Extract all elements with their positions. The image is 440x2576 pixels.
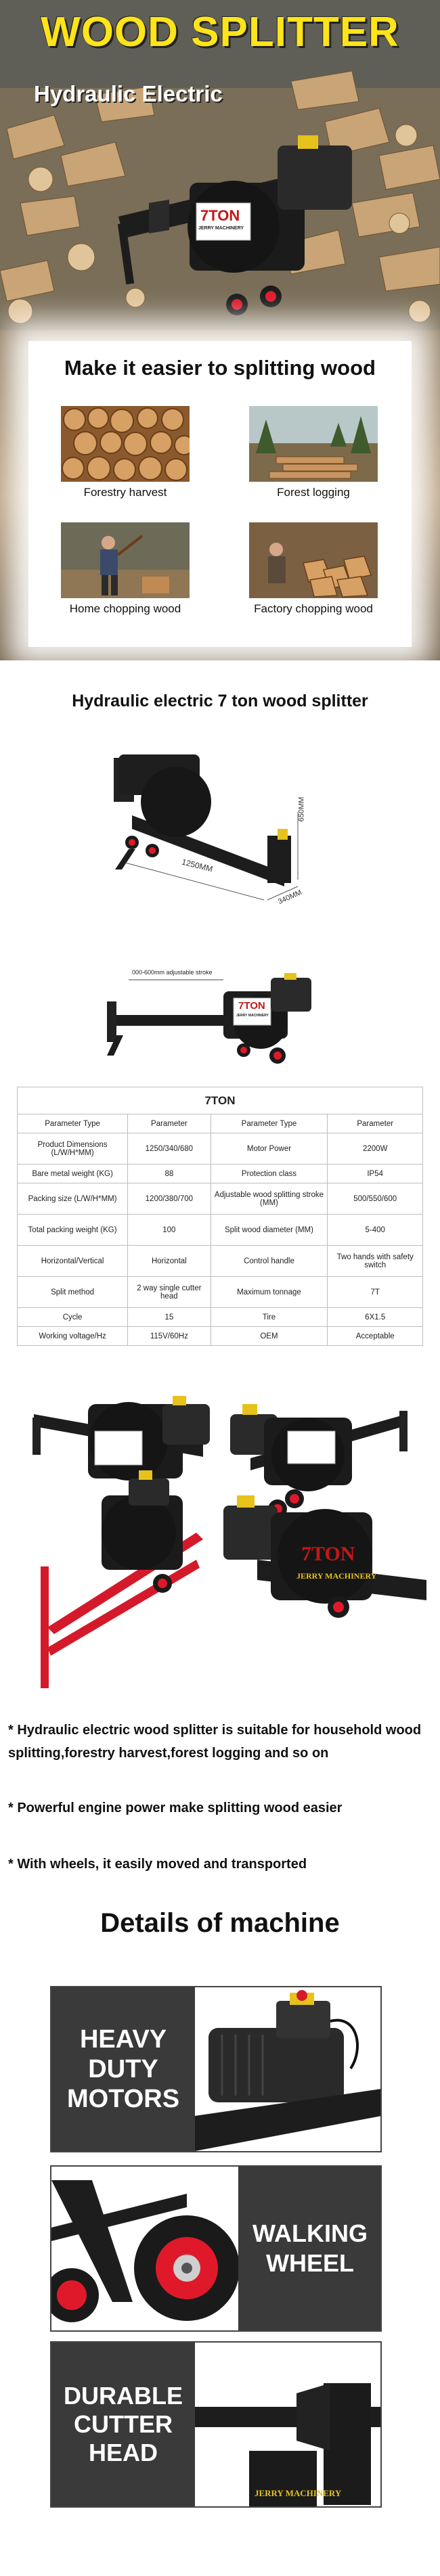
detail-cutter-head [50,2341,382,2508]
gallery-photo-legs [41,1470,203,1688]
spec-cell: Two hands with safety switch [328,1246,423,1277]
forest-photo [249,406,378,482]
gallery-photo-side [230,1404,408,1518]
uses-section [0,330,440,660]
spec-cell: Motor Power [211,1133,328,1165]
spec-header: Parameter Type [211,1114,328,1133]
feature-bullet-wheels: * With wheels, it easily moved and transported [8,1857,307,1872]
spec-cell: 6X1.5 [328,1308,423,1327]
spec-cell: Protection class [211,1165,328,1183]
gallery-brand: JERRY MACHINERY [296,1571,377,1581]
feature-bullet-usage: * Hydraulic electric wood splitter is suitable for household wood splitting,forestry harvest,forest logging and so on [8,1723,422,1761]
table-row [18,1308,423,1327]
firewood-stack-photo [249,522,378,598]
use-caption-logging: Forest logging [277,486,350,499]
wheel-closeup-image [51,2167,238,2330]
spec-table-title: 7TON [18,1087,423,1114]
motor-closeup-image [195,1987,382,2151]
spec-cell: Adjustable wood splitting stroke (MM) [211,1183,328,1215]
detail-motors [50,1986,382,2152]
spec-cell: Split wood diameter (MM) [211,1215,328,1246]
hero-title: WOOD SPLITTER [41,9,399,55]
spec-cell: 2 way single cutter head [128,1277,211,1308]
table-row [18,1165,423,1183]
dim-length-label: 1250MM [180,857,214,874]
dim-width-label: 340MM [277,888,303,906]
feature-bullet-power: * Powerful engine power make splitting wood easier [8,1801,343,1815]
detail-wheel [50,2165,382,2332]
table-row [18,1215,423,1246]
stroke-diagram [0,961,440,1069]
spec-cell: 2200W [328,1133,423,1165]
detail-label-line: DURABLE [64,2382,183,2410]
uses-panel [28,341,412,647]
hero-banner [0,0,440,330]
spec-table [17,1087,423,1346]
gallery-badge: 7TON [301,1543,355,1565]
detail-label-line: HEAVY [79,2025,167,2054]
table-row [18,1277,423,1308]
table-row [18,1246,423,1277]
spec-cell: 500/550/600 [328,1183,423,1215]
detail-label-line: DUTY [88,2055,158,2083]
stroke-label: 000-600mm adjustable stroke [132,969,213,976]
dimension-diagram [0,734,440,910]
spec-cell: Tire [211,1308,328,1327]
spec-cell: Acceptable [328,1327,423,1346]
spec-header: Parameter [128,1114,211,1133]
detail-label-line: MOTORS [66,2085,180,2113]
spec-cell: 1200/380/700 [128,1183,211,1215]
detail-label-line: HEAD [88,2439,158,2466]
stroke-badge: 7TON [238,1000,265,1012]
cutter-head-brand: JERRY MACHINERY [255,2488,342,2498]
table-row [18,1133,423,1165]
details-title: Details of machine [100,1908,340,1938]
spec-cell: 88 [128,1165,211,1183]
spec-cell: Cycle [18,1308,128,1327]
spec-header: Parameter Type [18,1114,128,1133]
spec-title-row [18,1087,423,1114]
spec-cell: Packing size (L/W/H*MM) [18,1183,128,1215]
cutter-head-closeup-image [195,2343,382,2506]
use-caption-factory: Factory chopping wood [254,602,373,615]
dimensions-title: Hydraulic electric 7 ton wood splitter [72,692,368,710]
spec-cell: OEM [211,1327,328,1346]
spec-cell: Working voltage/Hz [18,1327,128,1346]
stroke-brand: JERRY MACHINERY [236,1014,269,1018]
uses-title: Make it easier to splitting wood [64,356,376,380]
spec-cell: 100 [128,1215,211,1246]
spec-cell: Horizontal [128,1246,211,1277]
spec-cell: 115V/60Hz [128,1327,211,1346]
spec-cell: Horizontal/Vertical [18,1246,128,1277]
spec-cell: Product Dimensions (L/W/H*MM) [18,1133,128,1165]
spec-cell: 1250/340/680 [128,1133,211,1165]
dim-height-label: 650MM [297,796,306,822]
hero-subtitle: Hydraulic Electric [34,81,223,106]
detail-wheel-label [238,2167,382,2330]
spec-cell: Control handle [211,1246,328,1277]
spec-header: Parameter [328,1114,423,1133]
detail-label-line: WHEEL [266,2249,354,2277]
spec-cell: Maximum tonnage [211,1277,328,1308]
spec-cell: Split method [18,1277,128,1308]
use-caption-home: Home chopping wood [69,602,181,615]
spec-cell: 7T [328,1277,423,1308]
hero-brand: JERRY MACHINERY [198,226,244,231]
spec-cell: IP54 [328,1165,423,1183]
spec-cell: 5-400 [328,1215,423,1246]
spec-cell: 15 [128,1308,211,1327]
product-gallery [0,1377,440,1695]
spec-cell: Total packing weight (KG) [18,1215,128,1246]
spec-header-row [18,1114,423,1133]
detail-label-line: WALKING [252,2219,368,2247]
use-caption-forestry: Forestry harvest [83,486,167,499]
log-pile-photo [61,406,190,482]
table-row [18,1327,423,1346]
hero-badge: 7TON [200,207,240,224]
detail-cutter-label [51,2343,195,2506]
table-row [18,1183,423,1215]
person-chopping-photo [61,522,190,598]
spec-cell: Bare metal weight (KG) [18,1165,128,1183]
detail-label-line: CUTTER [74,2410,173,2438]
detail-motors-label [51,1987,195,2151]
